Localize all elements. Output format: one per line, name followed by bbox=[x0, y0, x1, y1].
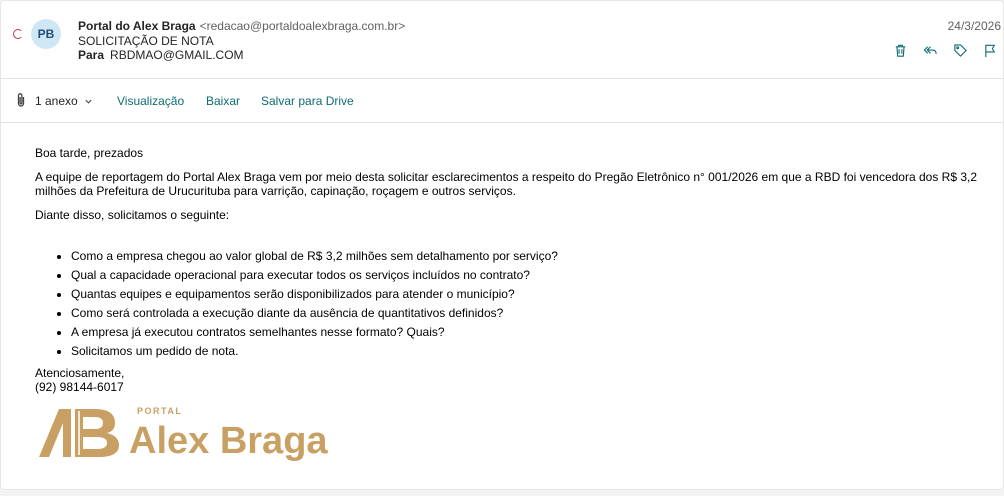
tag-icon bbox=[953, 43, 968, 58]
sender-line bbox=[78, 19, 405, 33]
email-date: 24/3/2026 bbox=[947, 19, 1001, 33]
trash-icon bbox=[893, 43, 908, 58]
sign-off: Atenciosamente, bbox=[35, 366, 125, 380]
flag-button[interactable] bbox=[975, 41, 1004, 59]
lead-paragraph: Diante disso, solicitamos o seguinte: bbox=[35, 208, 230, 222]
avatar[interactable]: PB bbox=[31, 19, 61, 49]
save-to-drive-link[interactable]: Salvar para Drive bbox=[261, 94, 354, 108]
attachment-bar bbox=[1, 80, 1004, 123]
attachment-count-dropdown[interactable] bbox=[35, 94, 93, 108]
list-item: • Quantas equipes e equipamentos serão disponibilizados para atender o município? bbox=[71, 287, 1003, 301]
list-item: • Como a empresa chegou ao valor global de R$ 3,2 milhões sem detalhamento por serviço? bbox=[71, 249, 1003, 263]
list-item: • Qual a capacidade operacional para executar todos os serviços incluídos no contrato? bbox=[71, 268, 1003, 282]
email-header bbox=[1, 1, 1004, 79]
chevron-down-icon bbox=[84, 97, 93, 106]
loading-icon bbox=[13, 29, 23, 39]
preview-link[interactable]: Visualização bbox=[117, 94, 185, 108]
delete-button[interactable] bbox=[885, 41, 915, 59]
paperclip-icon bbox=[15, 92, 27, 108]
attachment-count: 1 anexo bbox=[35, 94, 78, 108]
download-link[interactable]: Baixar bbox=[206, 94, 241, 108]
greeting: Boa tarde, prezados bbox=[35, 146, 144, 160]
phone-number: (92) 98144-6017 bbox=[35, 380, 124, 394]
recipient-address[interactable]: RBDMAO@GMAIL.COM bbox=[110, 48, 244, 62]
list-item: • Solicitamos um pedido de nota. bbox=[71, 344, 1003, 358]
portal-alex-braga-logo bbox=[37, 403, 357, 463]
recipient-line bbox=[78, 48, 244, 62]
sender-name[interactable]: Portal do Alex Braga bbox=[78, 19, 196, 33]
list-item: • A empresa já executou contratos semelhantes nesse formato? Quais? bbox=[71, 325, 1003, 339]
list-item: • Como será controlada a execução diante da ausência de quantitativos definidos? bbox=[71, 306, 1003, 320]
logo-title-text: Alex Braga bbox=[129, 420, 328, 462]
email-actions bbox=[885, 41, 1004, 59]
email-body bbox=[35, 146, 1003, 394]
tag-button[interactable] bbox=[945, 41, 975, 59]
to-label: Para bbox=[78, 48, 105, 62]
reply-all-button[interactable] bbox=[915, 41, 945, 59]
reply-all-icon bbox=[923, 43, 938, 58]
flag-icon bbox=[983, 43, 998, 58]
email-subject: SOLICITAÇÃO DE NOTA bbox=[78, 34, 214, 48]
intro-paragraph: A equipe de reportagem do Portal Alex Braga vem por meio desta solicitar esclarecimentos a respeito do Pregão Eletrônico n° 001/2026 em que a RBD foi vencedora dos R$ 3,2 milhões da Prefeitura de Urucurituba para varrição, capinação, roçagem e outros serviços. bbox=[35, 170, 978, 198]
sender-email: <redacao@portaldoalexbraga.com.br> bbox=[199, 19, 406, 33]
question-list bbox=[35, 249, 1003, 358]
logo-small-text: PORTAL bbox=[137, 406, 183, 416]
